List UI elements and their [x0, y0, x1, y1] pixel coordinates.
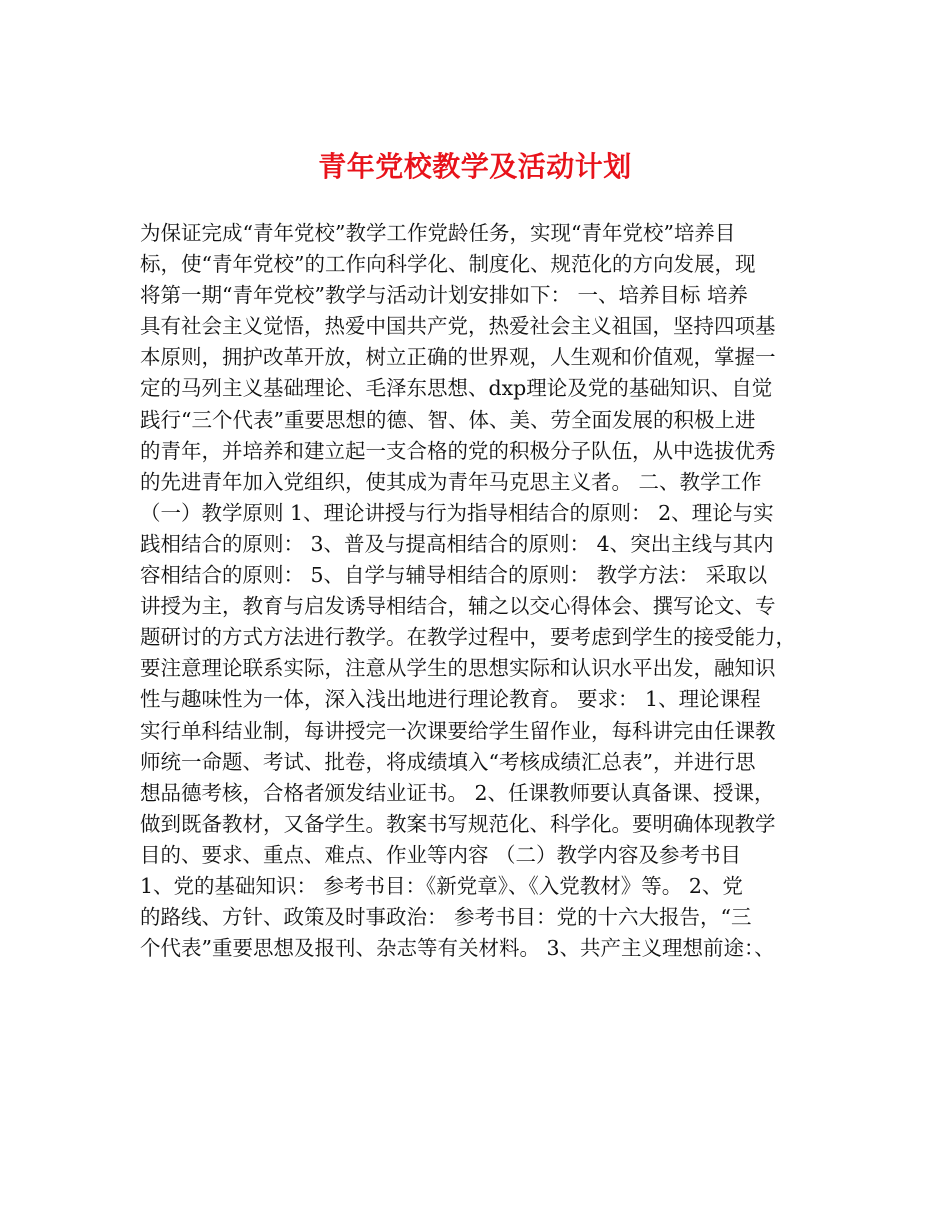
body-line: 的路线、方针、政策及时事政治： 参考书目：党的十六大报告，“三: [140, 905, 752, 930]
body-line: 讲授为主，教育与启发诱导相结合，辅之以交心得体会、撰写论文、专: [140, 594, 776, 619]
body-line: 定的马列主义基础理论、毛泽东思想、dxp理论及党的基础知识、自觉: [140, 376, 773, 401]
body-line: 为保证完成“青年党校”教学工作党龄任务，实现“青年党校”培养目: [140, 221, 736, 245]
body-line: 想品德考核，合格者颁发结业证书。 2、任课教师要认真备课、授课，: [140, 780, 775, 805]
body-line: 容相结合的原则： 5、自学与辅导相结合的原则： 教学方法： 采取以: [140, 563, 768, 588]
body-line: 1、党的基础知识： 参考书目：《新党章》、《入党教材》等。 2、党: [140, 873, 743, 898]
body-line: 实行单科结业制，每讲授完一次课要给学生留作业，每科讲完由任课教: [140, 718, 776, 743]
body-line: 师统一命题、考试、批卷，将成绩填入“考核成绩汇总表”，并进行思: [140, 749, 756, 774]
body-line: 的青年，并培养和建立起一支合格的党的积极分子队伍，从中选拔优秀: [140, 438, 776, 463]
document-title: 青年党校教学及活动计划: [318, 149, 632, 183]
body-line: 要注意理论联系实际，注意从学生的思想实际和认识水平出发，融知识: [140, 656, 776, 681]
body-line: 做到既备教材，又备学生。教案书写规范化、科学化。要明确体现教学: [140, 811, 776, 836]
body-line: 题研讨的方式方法进行教学。在教学过程中，要考虑到学生的接受能力，: [140, 625, 796, 650]
body-line: （一）教学原则 1、理论讲授与行为指导相结合的原则： 2、理论与实: [140, 500, 774, 525]
body-line: 将第一期“青年党校”教学与活动计划安排如下： 一、培养目标 培养: [140, 283, 748, 308]
body-line: 个代表”重要思想及报刊、杂志等有关材料。 3、共产主义理想前途：、: [140, 936, 775, 961]
body-line: 践相结合的原则： 3、普及与提高相结合的原则： 4、突出主线与其内: [140, 531, 774, 556]
body-line: 具有社会主义觉悟，热爱中国共产党，热爱社会主义祖国，坚持四项基: [140, 314, 776, 339]
body-line: 目的、要求、重点、难点、作业等内容 （二）教学内容及参考书目: [140, 842, 742, 867]
body-line: 践行“三个代表”重要思想的德、智、体、美、劳全面发展的积极上进: [140, 407, 756, 432]
body-line: 标，使“青年党校”的工作向科学化、制度化、规范化的方向发展，现: [140, 252, 756, 277]
body-line: 的先进青年加入党组织，使其成为青年马克思主义者。 二、教学工作: [140, 469, 762, 494]
body-line: 本原则，拥护改革开放，树立正确的世界观，人生观和价值观，掌握一: [140, 345, 776, 370]
document-body: [140, 218, 830, 964]
body-line: 性与趣味性为一体，深入浅出地进行理论教育。 要求： 1、理论课程: [140, 687, 761, 712]
